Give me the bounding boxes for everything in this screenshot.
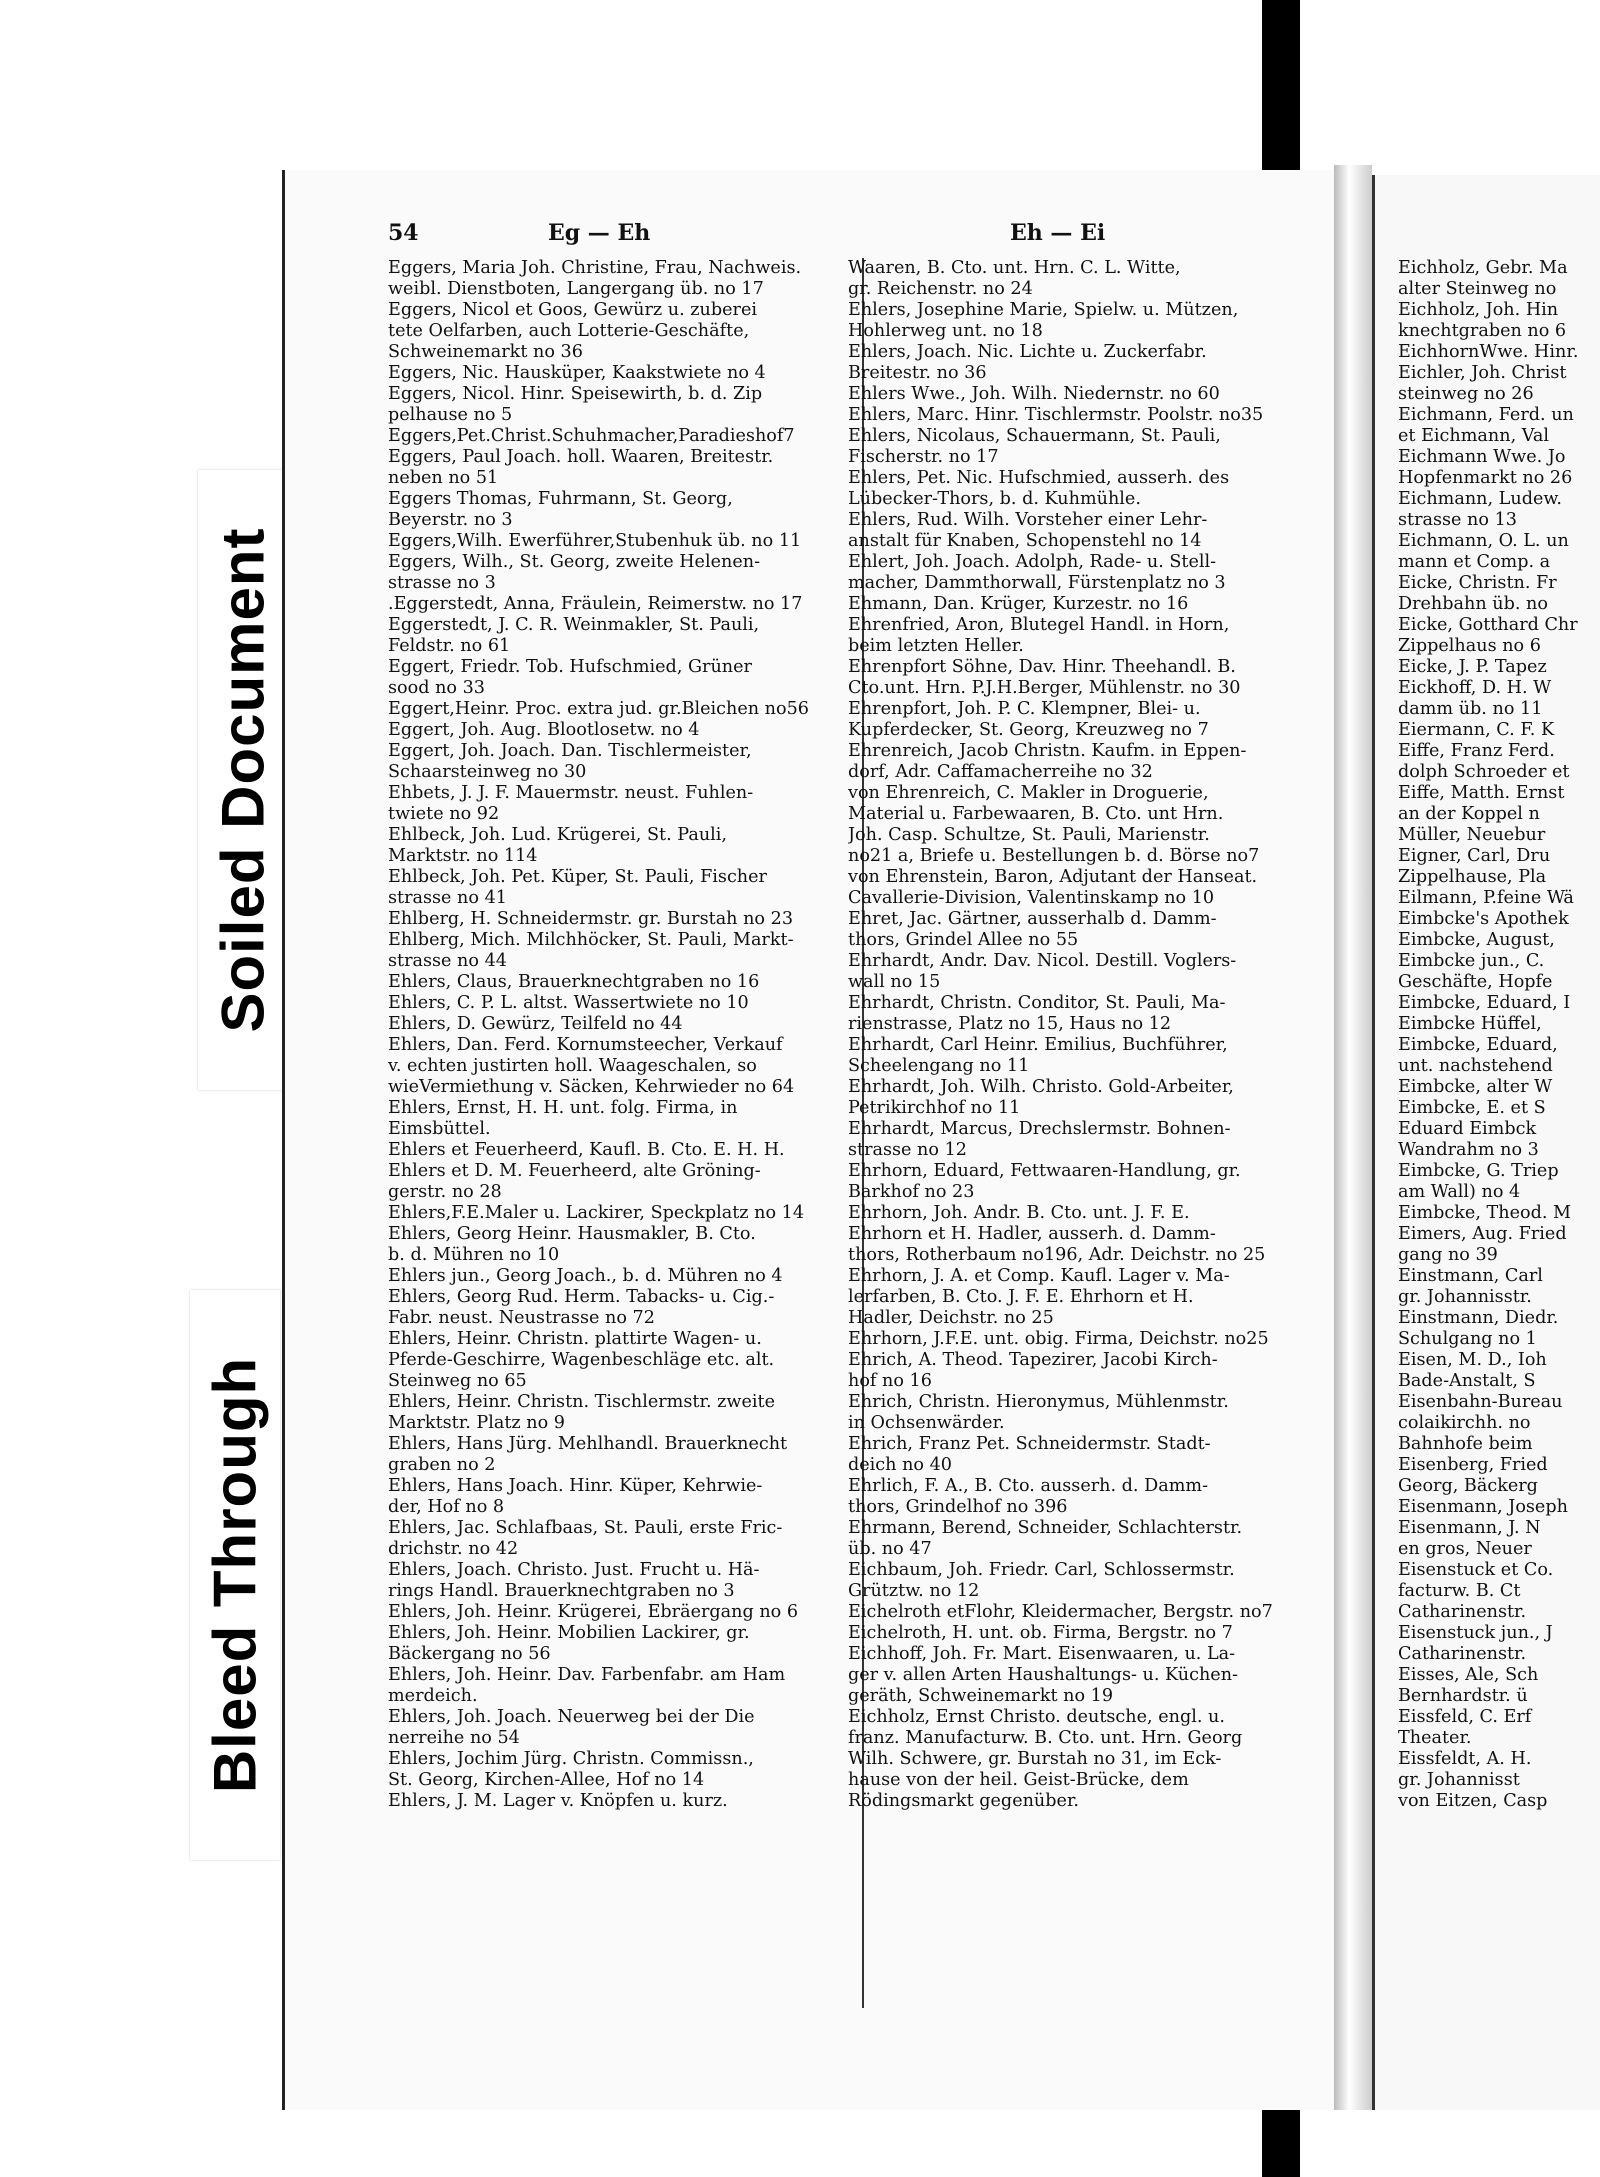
entry-line: Ehlers, Georg Rud. Herm. Tabacks- u. Cig.-: [388, 1287, 775, 1307]
entry-line: Eisenbahn-Bureau: [1398, 1392, 1563, 1412]
entry-line: tete Oelfarben, auch Lotterie-Geschäfte,: [388, 321, 750, 341]
entry-line: Eichholz, Ernst Christo. deutsche, engl. u.: [848, 1707, 1225, 1727]
entry-line: Ehlbeck, Joh. Pet. Küper, St. Pauli, Fischer: [388, 867, 767, 887]
entry-line: Ehlers, C. P. L. altst. Wassertwiete no 10: [388, 993, 749, 1013]
directory-column-1: [388, 258, 848, 1812]
entry-line: Eickhoff, D. H. W: [1398, 678, 1552, 698]
entry-line: Marktstr. Platz no 9: [388, 1413, 566, 1433]
entry-line: Eggert, Joh. Aug. Blootlosetw. no 4: [388, 720, 700, 740]
entry-line: üb. no 47: [848, 1539, 932, 1559]
entry-line: wall no 15: [848, 972, 941, 992]
entry-line: Eggert,Heinr. Proc. extra jud. gr.Bleichen no56: [388, 699, 809, 719]
entry-line: Wilh. Schwere, gr. Burstah no 31, im Eck-: [848, 1749, 1222, 1769]
entry-line: drichstr. no 42: [388, 1539, 519, 1559]
entry-line: Ehlers, Heinr. Christn. plattirte Wagen- u.: [388, 1329, 762, 1349]
book-gutter: [1334, 165, 1372, 2110]
left-column-header: Eg — Eh: [548, 220, 651, 246]
entry-line: gr. Johannisstr.: [1398, 1287, 1532, 1307]
entry-line: et Eichmann, Val: [1398, 426, 1549, 446]
entry-line: Catharinenstr.: [1398, 1602, 1527, 1622]
entry-line: gerstr. no 28: [388, 1182, 502, 1202]
entry-line: alter Steinweg no: [1398, 279, 1557, 299]
right-column-header: Eh — Ei: [1010, 220, 1106, 246]
entry-line: Ehrich, A. Theod. Tapezirer, Jacobi Kirch-: [848, 1350, 1218, 1370]
entry-line: Ehlers, D. Gewürz, Teilfeld no 44: [388, 1014, 683, 1034]
entry-line: Ehrlich, F. A., B. Cto. ausserh. d. Damm-: [848, 1476, 1209, 1496]
entry-line: Eichmann, O. L. un: [1398, 531, 1569, 551]
entry-line: Ehlers, Ernst, H. H. unt. folg. Firma, in: [388, 1098, 738, 1118]
entry-line: Scheelengang no 11: [848, 1056, 1030, 1076]
entry-line: Eichmann, Ludew.: [1398, 489, 1562, 509]
entry-line: franz. Manufacturw. B. Cto. unt. Hrn. Georg: [848, 1728, 1243, 1748]
entry-line: Eiffe, Franz Ferd.: [1398, 741, 1555, 761]
entry-line: EichhornWwe. Hinr.: [1398, 342, 1579, 362]
entry-line: Eimbcke jun., C.: [1398, 951, 1545, 971]
entry-line: strasse no 44: [388, 951, 507, 971]
entry-line: in Ochsenwärder.: [848, 1413, 1005, 1433]
entry-line: Material u. Farbewaaren, B. Cto. unt Hrn.: [848, 804, 1224, 824]
entry-line: Steinweg no 65: [388, 1371, 527, 1391]
entry-line: Ehlers, Rud. Wilh. Vorsteher einer Lehr-: [848, 510, 1208, 530]
entry-line: Breitestr. no 36: [848, 363, 987, 383]
entry-line: Eimbcke, Eduard,: [1398, 1035, 1558, 1055]
entry-line: Eduard Eimbck: [1398, 1119, 1537, 1139]
entry-line: Cto.unt. Hrn. P.J.H.Berger, Mühlenstr. no 30: [848, 678, 1241, 698]
entry-line: Ehmann, Dan. Krüger, Kurzestr. no 16: [848, 594, 1189, 614]
entry-line: strasse no 41: [388, 888, 507, 908]
entry-line: twiete no 92: [388, 804, 500, 824]
soiled-document-text: Soiled Document: [209, 527, 277, 1033]
entry-line: Müller, Neuebur: [1398, 825, 1546, 845]
entry-line: Eicke, Christn. Fr: [1398, 573, 1557, 593]
entry-line: Drehbahn üb. no: [1398, 594, 1548, 614]
entry-line: Eisses, Ale, Sch: [1398, 1665, 1539, 1685]
entry-line: Eimbcke, E. et S: [1398, 1098, 1546, 1118]
entry-line: Eggers, Nicol et Goos, Gewürz u. zuberei: [388, 300, 757, 320]
entry-line: Ehrhardt, Andr. Dav. Nicol. Destill. Voglers-: [848, 951, 1237, 971]
entry-line: no21 a, Briefe u. Bestellungen b. d. Börse no7: [848, 846, 1260, 866]
entry-line: Geschäfte, Hopfe: [1398, 972, 1553, 992]
entry-line: damm üb. no 11: [1398, 699, 1543, 719]
entry-line: colaikirchh. no: [1398, 1413, 1531, 1433]
entry-line: Ehrhorn et H. Hadler, ausserh. d. Damm-: [848, 1224, 1216, 1244]
entry-line: facturw. B. Ct: [1398, 1581, 1521, 1601]
entry-line: strasse no 3: [388, 573, 496, 593]
entry-line: Eggers, Nic. Hausküper, Kaakstwiete no 4: [388, 363, 766, 383]
entry-line: Eimbcke, Eduard, I: [1398, 993, 1571, 1013]
entry-line: Ehrenfried, Aron, Blutegel Handl. in Horn,: [848, 615, 1230, 635]
entry-line: Eichmann Wwe. Jo: [1398, 447, 1566, 467]
entry-line: Eichmann, Ferd. un: [1398, 405, 1574, 425]
entry-line: Ehlers et D. M. Feuerheerd, alte Gröning-: [388, 1161, 761, 1181]
entry-line: weibl. Dienstboten, Langergang üb. no 17: [388, 279, 764, 299]
entry-line: Georg, Bäckerg: [1398, 1476, 1538, 1496]
entry-line: Ehrhardt, Joh. Wilh. Christo. Gold-Arbeiter,: [848, 1077, 1234, 1097]
entry-line: macher, Dammthorwall, Fürstenplatz no 3: [848, 573, 1226, 593]
entry-line: Schaarsteinweg no 30: [388, 762, 587, 782]
entry-line: Ehrhardt, Marcus, Drechslermstr. Bohnen-: [848, 1119, 1231, 1139]
entry-line: Ehlers Wwe., Joh. Wilh. Niedernstr. no 60: [848, 384, 1220, 404]
entry-line: steinweg no 26: [1398, 384, 1534, 404]
entry-line: Ehrmann, Berend, Schneider, Schlachterstr.: [848, 1518, 1243, 1538]
entry-line: St. Georg, Kirchen-Allee, Hof no 14: [388, 1770, 705, 1790]
entry-line: dolph Schroeder et: [1398, 762, 1570, 782]
entry-line: rienstrasse, Platz no 15, Haus no 12: [848, 1014, 1172, 1034]
entry-line: Eggers Thomas, Fuhrmann, St. Georg,: [388, 489, 733, 509]
entry-line: v. echten justirten holl. Waageschalen, so: [388, 1056, 757, 1076]
entry-line: Schweinemarkt no 36: [388, 342, 583, 362]
entry-line: Ehlers et Feuerheerd, Kaufl. B. Cto. E. H. H.: [388, 1140, 785, 1160]
entry-line: Ehrenreich, Jacob Christn. Kaufm. in Eppen-: [848, 741, 1247, 761]
entry-line: Barkhof no 23: [848, 1182, 975, 1202]
entry-line: der, Hof no 8: [388, 1497, 505, 1517]
entry-line: Eisen, M. D., Ioh: [1398, 1350, 1547, 1370]
entry-line: Ehlers, Josephine Marie, Spielw. u. Mützen,: [848, 300, 1239, 320]
entry-line: Eissfeldt, A. H.: [1398, 1749, 1532, 1769]
entry-line: Pferde-Geschirre, Wagenbeschläge etc. alt.: [388, 1350, 775, 1370]
entry-line: Lübecker-Thors, b. d. Kuhmühle.: [848, 489, 1141, 509]
entry-line: thors, Grindel Allee no 55: [848, 930, 1079, 950]
entry-line: Eimbcke, August,: [1398, 930, 1555, 950]
entry-line: Ehrhardt, Christn. Conditor, St. Pauli, Ma-: [848, 993, 1226, 1013]
entry-line: Ehlberg, H. Schneidermstr. gr. Burstah no 23: [388, 909, 794, 929]
entry-line: sood no 33: [388, 678, 485, 698]
entry-line: Bernhardstr. ü: [1398, 1686, 1528, 1706]
entry-line: Ehlers, Hans Joach. Hinr. Küper, Kehrwie-: [388, 1476, 763, 1496]
entry-line: Eichhoff, Joh. Fr. Mart. Eisenwaaren, u. La-: [848, 1644, 1236, 1664]
entry-line: Eggers, Nicol. Hinr. Speisewirth, b. d. Zip: [388, 384, 763, 404]
entry-line: Eiermann, C. F. K: [1398, 720, 1555, 740]
entry-line: Eisenmann, Joseph: [1398, 1497, 1568, 1517]
entry-line: Cavallerie-Division, Valentinskamp no 10: [848, 888, 1215, 908]
entry-line: Catharinenstr.: [1398, 1644, 1527, 1664]
entry-line: Eisenberg, Fried: [1398, 1455, 1548, 1475]
entry-line: Grütztw. no 12: [848, 1581, 980, 1601]
entry-line: b. d. Mühren no 10: [388, 1245, 560, 1265]
entry-line: thors, Grindelhof no 396: [848, 1497, 1068, 1517]
entry-line: Ehlers, Joach. Christo. Just. Frucht u. Hä-: [388, 1560, 760, 1580]
entry-line: Ehlert, Joh. Joach. Adolph, Rade- u. Stell-: [848, 552, 1217, 572]
entry-line: mann et Comp. a: [1398, 552, 1551, 572]
entry-line: Eggert, Friedr. Tob. Hufschmied, Grüner: [388, 657, 752, 677]
entry-line: pelhause no 5: [388, 405, 513, 425]
entry-line: rings Handl. Brauerknechtgraben no 3: [388, 1581, 735, 1601]
entry-line: Eichbaum, Joh. Friedr. Carl, Schlossermstr.: [848, 1560, 1235, 1580]
entry-line: Ehlers jun., Georg Joach., b. d. Mühren no 4: [388, 1266, 783, 1286]
entry-line: Ehlers, J. M. Lager v. Knöpfen u. kurz.: [388, 1791, 728, 1811]
entry-line: Fabr. neust. Neustrasse no 72: [388, 1308, 655, 1328]
entry-line: neben no 51: [388, 468, 499, 488]
entry-line: Eggerstedt, J. C. R. Weinmakler, St. Pauli,: [388, 615, 760, 635]
page-number: 54: [388, 220, 419, 246]
entry-line: Ehlers, Pet. Nic. Hufschmied, ausserh. des: [848, 468, 1230, 488]
entry-line: Ehlers, Hans Jürg. Mehlhandl. Brauerknecht: [388, 1434, 788, 1454]
entry-line: unt. nachstehend: [1398, 1056, 1553, 1076]
entry-line: Ehrich, Franz Pet. Schneidermstr. Stadt-: [848, 1434, 1211, 1454]
bleed-through-label: [190, 1290, 280, 1860]
entry-line: Ehlbeck, Joh. Lud. Krügerei, St. Pauli,: [388, 825, 728, 845]
entry-line: an der Koppel n: [1398, 804, 1540, 824]
entry-line: Ehlers, Jac. Schlafbaas, St. Pauli, erste Fric-: [388, 1518, 783, 1538]
entry-line: hof no 16: [848, 1371, 932, 1391]
entry-line: Eimers, Aug. Fried: [1398, 1224, 1567, 1244]
entry-line: Ehrhorn, J. A. et Comp. Kaufl. Lager v. Ma-: [848, 1266, 1230, 1286]
entry-line: Petrikirchhof no 11: [848, 1098, 1021, 1118]
entry-line: Marktstr. no 114: [388, 846, 538, 866]
entry-line: Eichelroth etFlohr, Kleidermacher, Bergstr. no7: [848, 1602, 1273, 1622]
bleed-through-text: Bleed Through: [201, 1356, 269, 1794]
entry-line: Beyerstr. no 3: [388, 510, 513, 530]
entry-line: nerreihe no 54: [388, 1728, 520, 1748]
entry-line: Ehrhorn, J.F.E. unt. obig. Firma, Deichstr. no25: [848, 1329, 1269, 1349]
entry-line: Theater.: [1398, 1728, 1472, 1748]
entry-line: Ehbets, J. J. F. Mauermstr. neust. Fuhlen-: [388, 783, 754, 803]
entry-line: Eggers, Wilh., St. Georg, zweite Helenen-: [388, 552, 761, 572]
entry-line: gang no 39: [1398, 1245, 1498, 1265]
entry-line: Eichler, Joh. Christ: [1398, 363, 1567, 383]
entry-line: Eggers, Maria Joh. Christine, Frau, Nachweis.: [388, 258, 802, 278]
entry-line: Zippelhause, Pla: [1398, 867, 1547, 887]
entry-line: am Wall) no 4: [1398, 1182, 1521, 1202]
entry-line: Hadler, Deichstr. no 25: [848, 1308, 1054, 1328]
entry-line: Wandrahm no 3: [1398, 1140, 1539, 1160]
entry-line: Feldstr. no 61: [388, 636, 511, 656]
entry-line: Eilmann, P.feine Wä: [1398, 888, 1574, 908]
entry-line: Hopfenmarkt no 26: [1398, 468, 1573, 488]
entry-line: deich no 40: [848, 1455, 952, 1475]
entry-line: von Eitzen, Casp: [1398, 1791, 1548, 1811]
entry-line: Eggers, Paul Joach. holl. Waaren, Breitestr.: [388, 447, 774, 467]
entry-line: Ehlers, Joh. Heinr. Dav. Farbenfabr. am Ham: [388, 1665, 786, 1685]
entry-line: Eimbcke's Apothek: [1398, 909, 1569, 929]
entry-line: anstalt für Knaben, Schopenstehl no 14: [848, 531, 1202, 551]
entry-line: Eiffe, Matth. Ernst: [1398, 783, 1565, 803]
entry-line: von Ehrenreich, C. Makler in Droguerie,: [848, 783, 1209, 803]
entry-line: Ehlers, Claus, Brauerknechtgraben no 16: [388, 972, 760, 992]
entry-line: Ehlers, Georg Heinr. Hausmakler, B. Cto.: [388, 1224, 756, 1244]
entry-line: Eissfeld, C. Erf: [1398, 1707, 1532, 1727]
entry-line: Eigner, Carl, Dru: [1398, 846, 1551, 866]
entry-line: strasse no 12: [848, 1140, 967, 1160]
entry-line: Ehlers, Nicolaus, Schauermann, St. Pauli,: [848, 426, 1221, 446]
entry-line: ger v. allen Arten Haushaltungs- u. Küchen-: [848, 1665, 1238, 1685]
soiled-document-label: [198, 470, 288, 1090]
entry-line: Ehret, Jac. Gärtner, ausserhalb d. Damm-: [848, 909, 1217, 929]
entry-line: graben no 2: [388, 1455, 496, 1475]
entry-line: Hohlerweg unt. no 18: [848, 321, 1043, 341]
entry-line: Einstmann, Carl: [1398, 1266, 1543, 1286]
entry-line: Eicke, Gotthard Chr: [1398, 615, 1578, 635]
entry-line: Bade-Anstalt, S: [1398, 1371, 1536, 1391]
entry-line: lerfarben, B. Cto. J. F. E. Ehrhorn et H.: [848, 1287, 1194, 1307]
entry-line: Ehrhorn, Eduard, Fettwaaren-Handlung, gr.: [848, 1161, 1241, 1181]
entry-line: Bahnhofe beim: [1398, 1434, 1533, 1454]
entry-line: Ehlers, Dan. Ferd. Kornumsteecher, Verkauf: [388, 1035, 783, 1055]
entry-line: Eimbcke Hüffel,: [1398, 1014, 1542, 1034]
entry-line: Fischerstr. no 17: [848, 447, 999, 467]
entry-line: thors, Rotherbaum no196, Adr. Deichstr. no 25: [848, 1245, 1266, 1265]
entry-line: Eimbcke, alter W: [1398, 1077, 1553, 1097]
entry-line: .Eggerstedt, Anna, Fräulein, Reimerstw. no 17: [388, 594, 803, 614]
entry-line: Ehrenpfort, Joh. P. C. Klempner, Blei- u.: [848, 699, 1201, 719]
entry-line: Ehlers, Heinr. Christn. Tischlermstr. zweite: [388, 1392, 775, 1412]
entry-line: Einstmann, Diedr.: [1398, 1308, 1559, 1328]
entry-line: Eichelroth, H. unt. ob. Firma, Bergstr. no 7: [848, 1623, 1233, 1643]
entry-line: Eimbcke, Theod. M: [1398, 1203, 1572, 1223]
entry-line: Ehlers, Marc. Hinr. Tischlermstr. Poolstr. no35: [848, 405, 1264, 425]
entry-line: Eicke, J. P. Tapez: [1398, 657, 1547, 677]
entry-line: Eimbcke, G. Triep: [1398, 1161, 1559, 1181]
entry-line: gr. Johannisst: [1398, 1770, 1520, 1790]
directory-column-2: [848, 258, 1318, 1812]
entry-line: Eggers,Pet.Christ.Schuhmacher,Paradieshof7: [388, 426, 795, 446]
entry-line: Eichholz, Gebr. Ma: [1398, 258, 1568, 278]
entry-line: knechtgraben no 6: [1398, 321, 1567, 341]
entry-line: Ehrhardt, Carl Heinr. Emilius, Buchführer,: [848, 1035, 1228, 1055]
entry-line: Ehrenpfort Söhne, Dav. Hinr. Theehandl. B.: [848, 657, 1236, 677]
entry-line: Ehlers, Joh. Joach. Neuerweg bei der Die: [388, 1707, 755, 1727]
directory-column-3: [1398, 258, 1600, 1812]
entry-line: hause von der heil. Geist-Brücke, dem: [848, 1770, 1189, 1790]
entry-line: Kupferdecker, St. Georg, Kreuzweg no 7: [848, 720, 1209, 740]
entry-line: Ehlers, Joach. Nic. Lichte u. Zuckerfabr.: [848, 342, 1207, 362]
entry-line: Zippelhaus no 6: [1398, 636, 1541, 656]
entry-line: Eimsbüttel.: [388, 1119, 491, 1139]
entry-line: Eisenmann, J. N: [1398, 1518, 1541, 1538]
entry-line: en gros, Neuer: [1398, 1539, 1532, 1559]
entry-line: Ehlers, Jochim Jürg. Christn. Commissn.,: [388, 1749, 754, 1769]
entry-line: Ehlers, Joh. Heinr. Krügerei, Ebräergang no 6: [388, 1602, 799, 1622]
entry-line: Eggert, Joh. Joach. Dan. Tischlermeister,: [388, 741, 752, 761]
entry-line: Eggers,Wilh. Ewerführer,Stubenhuk üb. no 11: [388, 531, 802, 551]
entry-line: Schulgang no 1: [1398, 1329, 1537, 1349]
entry-line: Waaren, B. Cto. unt. Hrn. C. L. Witte,: [848, 258, 1181, 278]
entry-line: beim letzten Heller.: [848, 636, 1024, 656]
entry-line: Ehlers, Joh. Heinr. Mobilien Lackirer, gr.: [388, 1623, 750, 1643]
entry-line: Eisenstuck et Co.: [1398, 1560, 1554, 1580]
entry-line: strasse no 13: [1398, 510, 1517, 530]
entry-line: Rödingsmarkt gegenüber.: [848, 1791, 1080, 1811]
entry-line: dorf, Adr. Caffamacherreihe no 32: [848, 762, 1153, 782]
entry-line: Joh. Casp. Schultze, St. Pauli, Marienstr.: [848, 825, 1210, 845]
entry-line: merdeich.: [388, 1686, 478, 1706]
entry-line: Ehrhorn, Joh. Andr. B. Cto. unt. J. F. E.: [848, 1203, 1190, 1223]
entry-line: von Ehrenstein, Baron, Adjutant der Hanseat.: [848, 867, 1258, 887]
entry-line: Eisenstuck jun., J: [1398, 1623, 1553, 1643]
entry-line: Ehlers,F.E.Maler u. Lackirer, Speckplatz no 14: [388, 1203, 805, 1223]
entry-line: Ehlberg, Mich. Milchhöcker, St. Pauli, Markt-: [388, 930, 794, 950]
entry-line: Eichholz, Joh. Hin: [1398, 300, 1559, 320]
entry-line: Bäckergang no 56: [388, 1644, 551, 1664]
entry-line: gr. Reichenstr. no 24: [848, 279, 1033, 299]
entry-line: geräth, Schweinemarkt no 19: [848, 1686, 1114, 1706]
entry-line: wieVermiethung v. Säcken, Kehrwieder no 64: [388, 1077, 795, 1097]
entry-line: Ehrich, Christn. Hieronymus, Mühlenmstr.: [848, 1392, 1229, 1412]
